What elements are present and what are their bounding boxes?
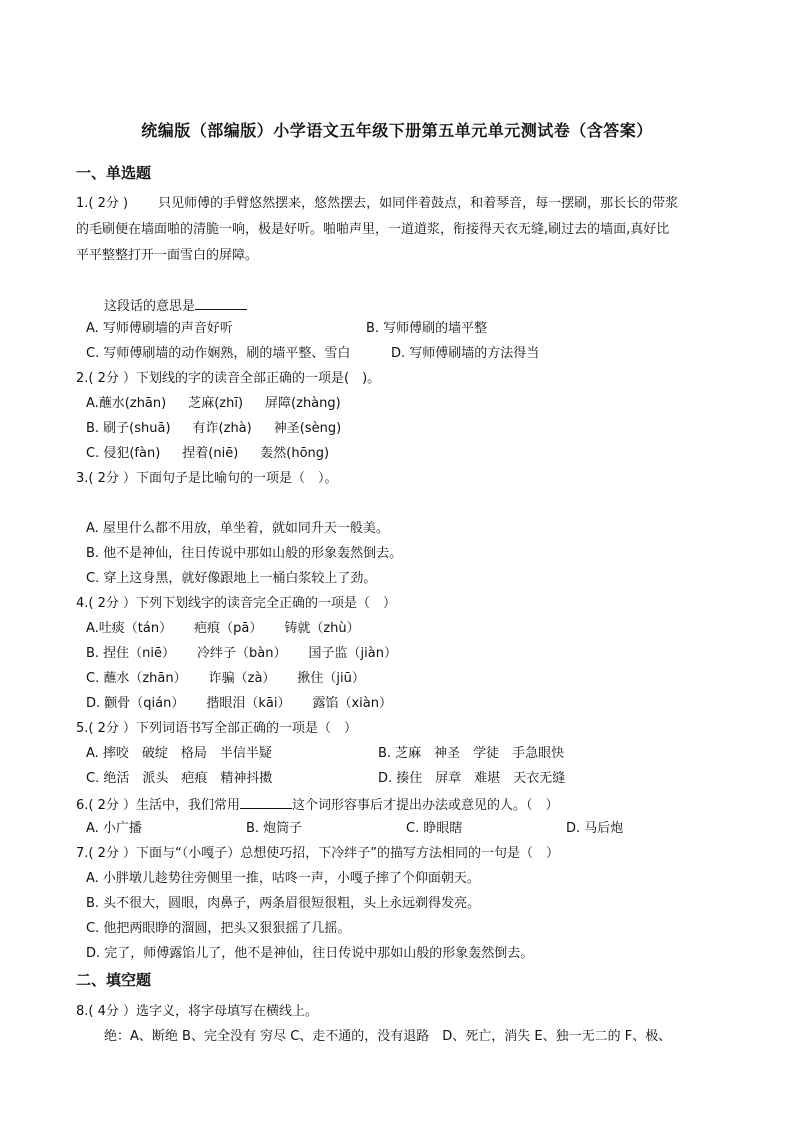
- question-2-option-a[interactable]: A.蘸水(zhān) 芝麻(zhī) 屏障(zhàng): [86, 396, 341, 411]
- question-7-option-b[interactable]: B. 头不很大，圆眼，肉鼻子，两条眉很短很粗，头上永远剃得发亮。: [86, 896, 481, 911]
- question-7-option-a[interactable]: A. 小胖墩儿趁势往旁侧里一推，咕咚一声，小嘎子摔了个仰面朝天。: [86, 871, 480, 886]
- question-2-option-b[interactable]: B. 刷子(shuā) 有诈(zhà) 神圣(sèng): [86, 421, 342, 436]
- question-3-option-c[interactable]: C. 穿上这身黑，就好像跟地上一桶白浆较上了劲。: [86, 571, 377, 586]
- question-1-number: 1.( 2分 ): [76, 196, 129, 211]
- section-heading-single-choice: 一、单选题: [76, 164, 152, 182]
- question-6-option-a[interactable]: A. 小广播: [86, 821, 142, 836]
- question-5-stem: 5.( 2分 ）下列词语书写全部正确的一项是（ ）: [76, 721, 358, 736]
- question-1-option-a[interactable]: A. 写师傅刷墙的声音好听: [86, 321, 233, 336]
- question-4-option-b[interactable]: B. 捏住（niē） 冷绊子（bàn） 国子监（jiàn）: [86, 646, 397, 661]
- question-6-option-d[interactable]: D. 马后炮: [566, 821, 624, 836]
- question-8-definitions: 绝：A、断绝 B、完全没有 穷尽 C、走不通的，没有退路 D、死亡，消失 E、独一无二的 F、极、: [104, 1029, 672, 1044]
- question-2-option-c[interactable]: C. 侵犯(fàn) 捏着(niē) 轰然(hōng): [86, 446, 330, 461]
- question-1-option-b[interactable]: B. 写师傅刷的墙平整: [366, 321, 488, 336]
- answer-blank[interactable]: [195, 297, 247, 310]
- question-7-stem: 7.( 2分 ）下面与“（小嘎子）总想使巧招，下冷绊子”的描写方法相同的一句是（ ）: [76, 846, 559, 861]
- question-5-option-c[interactable]: C. 绝活 派头 疤痕 精神抖擞: [86, 771, 273, 786]
- question-6-stem: 6.( 2分 ）生活中，我们常用 这个词形容事后才提出办法或意见的人。（ ）: [76, 798, 559, 813]
- question-4-option-d[interactable]: D. 颧骨（qián） 揩眼泪（kāi） 露馅（xiàn）: [86, 696, 392, 711]
- document-title: 统编版（部编版）小学语文五年级下册第五单元单元测试卷（含答案）: [141, 121, 653, 140]
- question-3-stem: 3.( 2分 ）下面句子是比喻句的一项是（ ）。: [76, 471, 338, 486]
- section-heading-fill-blank: 二、填空题: [76, 971, 152, 989]
- question-4-option-a[interactable]: A.吐痰（tán） 疤痕（pā） 铸就（zhù）: [86, 621, 360, 636]
- question-1-text: 只见师傅的手臂悠然摆来，悠然摆去，如同伴着鼓点，和着琴音，每一摆刷，那长长的带浆: [158, 196, 679, 211]
- question-4-stem: 4.( 2分 ）下列下划线字的读音完全正确的一项是（ ）: [76, 596, 397, 611]
- question-1-line-2: 的毛刷便在墙面啪的清脆一响，极是好听。啪啪声里，一道道浆，衔接得天衣无缝,刷过去的墙面,真好比: [76, 222, 670, 237]
- question-3-option-b[interactable]: B. 他不是神仙，往日传说中那如山般的形象轰然倒去。: [86, 546, 403, 561]
- question-3-option-a[interactable]: A. 屋里什么都不用放，单坐着，就如同升天一般美。: [86, 521, 389, 536]
- question-8-stem: 8.( 4分 ）选字义，将字母填写在横线上。: [76, 1004, 319, 1019]
- question-1-line-1: [76, 196, 678, 212]
- question-1-line-3: 平平整整打开一面雪白的屏障。: [76, 248, 259, 263]
- answer-blank[interactable]: [240, 796, 292, 809]
- question-4-option-c[interactable]: C. 蘸水（zhān） 诈骗（zà） 揪住（jiū）: [86, 671, 365, 686]
- question-6-option-c[interactable]: C. 睁眼瞎: [406, 821, 463, 836]
- question-7-option-c[interactable]: C. 他把两眼睁的溜圆，把头又狠狠摇了几摇。: [86, 921, 351, 936]
- question-7-option-d[interactable]: D. 完了，师傅露馅儿了，他不是神仙，往日传说中那如山般的形象轰然倒去。: [86, 946, 534, 961]
- question-2-stem: 2.( 2分 ）下划线的字的读音全部正确的一项是( )。: [76, 371, 381, 386]
- question-5-option-a[interactable]: A. 摔咬 破绽 格局 半信半疑: [86, 746, 272, 761]
- question-1-option-d[interactable]: D. 写师傅刷墙的方法得当: [391, 346, 540, 361]
- question-1-option-c[interactable]: C. 写师傅刷墙的动作娴熟，刷的墙平整、雪白: [86, 346, 351, 361]
- question-6-option-b[interactable]: B. 炮筒子: [246, 821, 303, 836]
- question-1-stem: 这段话的意思是: [104, 297, 247, 315]
- question-5-option-b[interactable]: B. 芝麻 神圣 学徒 手急眼快: [378, 746, 565, 761]
- question-5-option-d[interactable]: D. 揍住 屏章 难堪 天衣无缝: [378, 771, 566, 786]
